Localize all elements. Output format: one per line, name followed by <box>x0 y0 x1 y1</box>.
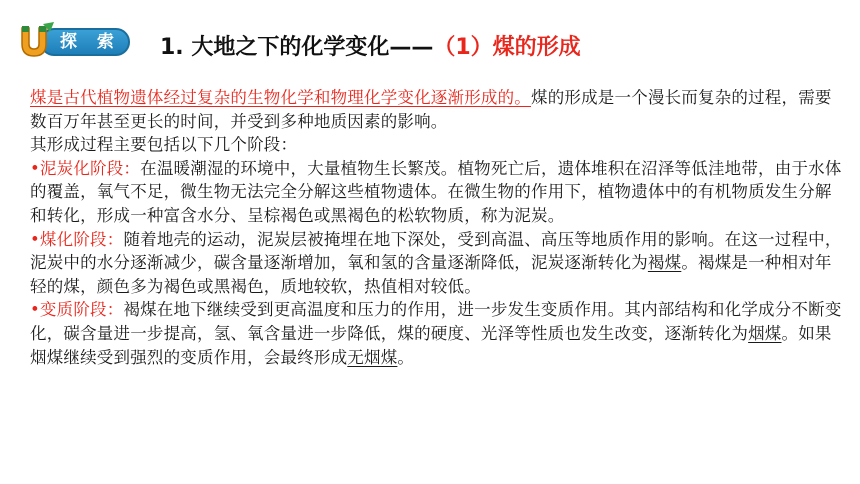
stage-label: •泥炭化阶段： <box>30 158 141 178</box>
title-prefix: 1. 大地之下的化学变化—— <box>160 35 434 60</box>
intro-rest: 煤的形成是一个漫长而复杂的过程，需要数百万年甚至更长的时间，并受到多种地质因素的影响。 <box>30 88 832 131</box>
key-definition: 煤是古代植物遗体经过复杂的生物化学和物理化学变化逐渐形成的。 <box>30 88 531 107</box>
badge-label: 探 索 <box>60 32 121 52</box>
stage-label: •煤化阶段： <box>30 229 124 249</box>
content-body <box>30 86 842 369</box>
stage-text: 。 <box>397 347 415 367</box>
term-bituminous: 烟煤 <box>748 323 782 343</box>
stage-text: 褐煤在地下继续受到更高温度和压力的作用，进一步发生变质作用。其内部结构和化学成分不断变化，碳含量进一步提高，氢、氧含量进一步降低，煤的硬度、光泽等性质也发生改变，逐渐转化为 <box>30 300 842 343</box>
stage-coalification <box>30 228 842 299</box>
stage-text: 。如果烟煤继续受到强烈的变质作用，会最终形成 <box>30 323 832 367</box>
title-highlight: （1）煤的形成 <box>433 35 581 60</box>
u-shaped-magnet-icon <box>14 22 58 62</box>
stage-text: 在温暖潮湿的环境中，大量植物生长繁茂。植物死亡后，遗体堆积在沼泽等低洼地带，由于水体的覆盖，氧气不足，微生物无法完全分解这些植物遗体。在微生物的作用下，植物遗体中的有机物质发生分解和转化，形成一种富含水分、呈棕褐色或黑褐色的松软物质，称为泥炭。 <box>30 158 842 225</box>
explore-badge <box>14 22 132 62</box>
stage-text: 。褐煤是一种相对年轻的煤，颜色多为褐色或黑褐色，质地较软，热值相对较低。 <box>30 253 832 296</box>
stage-label: •变质阶段： <box>30 300 124 320</box>
lead-line: 其形成过程主要包括以下几个阶段： <box>30 135 298 155</box>
stage-text: 随着地壳的运动，泥炭层被掩埋在地下深处，受到高温、高压等地质作用的影响。在这一过程中，泥炭中的水分逐渐减少，碳含量逐渐增加，氧和氢的含量逐渐降低，泥炭逐渐转化为 <box>30 229 842 273</box>
term-anthracite: 无烟煤 <box>347 347 398 367</box>
page-title <box>160 30 581 61</box>
stage-peat <box>30 157 842 228</box>
intro-paragraph <box>30 86 842 133</box>
term-lignite: 褐煤 <box>647 253 682 273</box>
stage-metamorphism <box>30 298 842 369</box>
